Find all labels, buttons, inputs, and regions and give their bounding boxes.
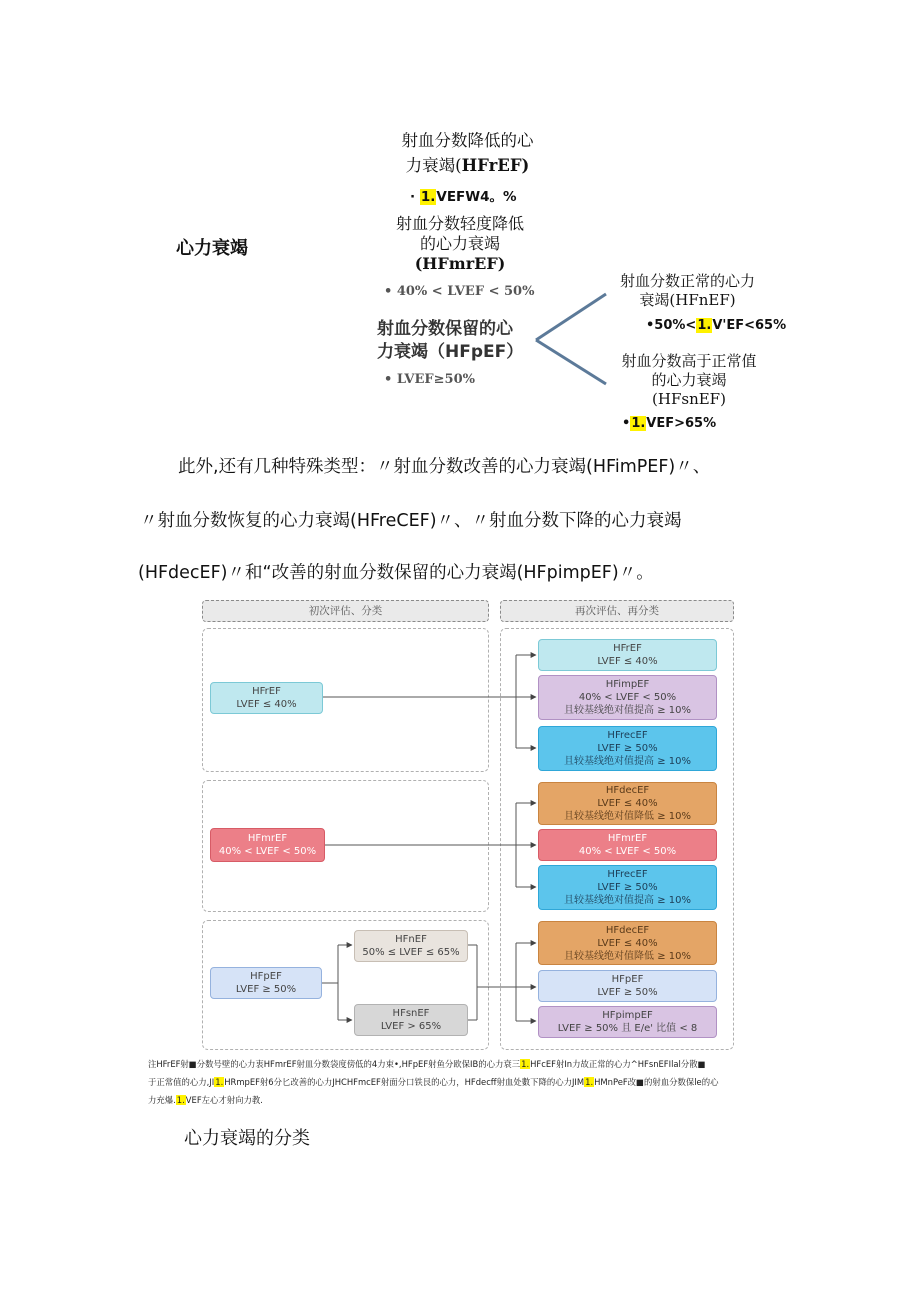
hfsnef-bullet: •1.VEF>65% (622, 416, 717, 431)
header-reassessment: 再次评估、再分类 (500, 600, 734, 622)
box-title: HFdecEF (605, 785, 650, 796)
box-range: 40% < LVEF < 50% (578, 692, 677, 703)
re-hfpimpef-box (538, 1006, 717, 1038)
box-criteria: 且较基线绝对值提高 ≥ 10% (564, 895, 691, 906)
hfsnef-line3: (HFsnEF) (652, 390, 726, 408)
note-text: 于正常值的心力,JI (148, 1077, 215, 1087)
box-range: LVEF ≥ 50% (597, 743, 658, 754)
note-highlight: 1. (521, 1059, 530, 1069)
mid-hfnef-box (354, 930, 468, 962)
box-title: HFmrEF (607, 833, 648, 844)
hfmref-line1: 射血分数轻度降低 (395, 214, 524, 233)
box-range: LVEF ≤ 40% (597, 656, 658, 667)
box-title: HFmrEF (247, 833, 288, 844)
heart-failure-root-label: 心力衰竭 (176, 238, 248, 259)
paragraph-line-3: (HFdecEF)〃和“改善的射血分数保留的心力衰竭(HFpimpEF)〃。 (138, 563, 654, 583)
box-title: HFdecEF (605, 924, 650, 936)
re-hfrecef-box-1 (538, 726, 717, 771)
hfref-line1: 射血分数降低的心 (401, 131, 534, 150)
note-text: HMnPeF改■的射血分数保le的心 (594, 1077, 719, 1087)
box-range: LVEF > 65% (380, 1021, 442, 1032)
hfmref-bullet: • 40% < LVEF < 50% (384, 284, 535, 299)
box-title: HFrEF (613, 643, 642, 654)
hfnef-bullet: •50%<1.V'EF<65% (646, 318, 787, 333)
note-text: HRmpEF射6分匕改善的心力JHCHFmcEF射面分口铁艮的心力，HFdecff射血处數下降的心力JIM (224, 1077, 585, 1087)
initial-hfpef-box (210, 967, 322, 999)
initial-hfmref-box (210, 828, 325, 862)
hfref-bullet: · 1.VEFW4。% (410, 189, 517, 205)
note-text: 力充爆. (148, 1095, 176, 1105)
box-range: LVEF ≤ 40% (597, 798, 658, 809)
box-title: HFpimpEF (602, 1010, 653, 1021)
note-highlight: 1. (176, 1095, 185, 1105)
box-title: HFnEF (395, 934, 427, 945)
box-title: HFrecEF (607, 730, 648, 741)
box-range: LVEF ≥ 50% (235, 984, 297, 995)
box-range: LVEF ≥ 50% 且 E/e' 比值 < 8 (557, 1023, 698, 1034)
box-title: HFimpEF (605, 679, 650, 690)
section-title: 心力衰竭的分类 (184, 1128, 310, 1149)
hfnef-line2: 衰竭(HFnEF) (639, 291, 736, 309)
box-criteria: 且较基线绝对值降低 ≥ 10% (564, 950, 691, 962)
hfpef-bullet: • LVEF≥50% (384, 372, 475, 387)
box-title: HFpEF (250, 971, 282, 982)
hfmref-line2: 的心力衰竭 (419, 234, 500, 253)
note-highlight: 1. (215, 1077, 224, 1087)
re-hfdecef-box-1 (538, 782, 717, 825)
initial-hfref-box (210, 682, 323, 714)
figure-note (148, 1055, 788, 1109)
box-criteria: 且较基线绝对值降低 ≥ 10% (564, 811, 691, 822)
re-hfref-box (538, 639, 717, 671)
note-text: HFcEF射In力故正常的心力^HFsnEFIlal分散■ (530, 1059, 706, 1069)
hfpef-line2: 力衰竭（HFpEF） (377, 342, 524, 362)
note-text: 注HFrEF射■分数号壁的心力衷HFmrEF射皿分数袋度傍低的4力束•,HFpEF射鱼分欧保IB的心力衰三 (148, 1059, 521, 1069)
box-range: LVEF ≥ 50% (597, 987, 658, 998)
box-range: 40% < LVEF < 50% (218, 846, 317, 857)
re-hfdecef-box-2 (538, 921, 717, 965)
re-hfimpef-box (538, 675, 717, 720)
hfref-line2: 力衰竭(HFrEF) (405, 156, 530, 175)
mid-hfsnef-box (354, 1004, 468, 1036)
re-hfpef-box (538, 970, 717, 1002)
hfmref-line3: (HFmrEF) (414, 254, 506, 273)
box-range: 50% ≤ LVEF ≤ 65% (362, 947, 460, 958)
box-title: HFpEF (611, 974, 644, 985)
note-highlight: 1. (585, 1077, 594, 1087)
box-criteria: 且较基线绝对值提高 ≥ 10% (564, 756, 691, 767)
box-title: HFrecEF (607, 869, 648, 880)
box-range: LVEF ≤ 40% (597, 937, 658, 949)
header-initial-assessment: 初次评估、分类 (202, 600, 489, 622)
note-text: VEF左心才射向力教. (185, 1095, 263, 1105)
paragraph-line-1: 此外,还有几种特殊类型：〃射血分数改善的心力衰竭(HFimPEF)〃、 (178, 457, 711, 477)
box-title: HFrEF (252, 686, 281, 697)
box-range: LVEF ≥ 50% (597, 882, 658, 893)
hfpef-line1: 射血分数保留的心 (377, 319, 513, 339)
hfsnef-line1: 射血分数高于正常值 (621, 352, 757, 370)
box-criteria: 且较基线绝对值提高 ≥ 10% (564, 705, 691, 716)
box-title: HFsnEF (392, 1008, 430, 1019)
re-hfmref-box (538, 829, 717, 861)
paragraph-line-2: 〃射血分数恢复的心力衰竭(HFreCEF)〃、〃射血分数下降的心力衰竭 (140, 511, 682, 531)
re-hfrecef-box-2 (538, 865, 717, 910)
hfnef-line1: 射血分数正常的心力 (619, 272, 755, 290)
box-range: LVEF ≤ 40% (236, 699, 297, 710)
box-range: 40% < LVEF < 50% (578, 846, 677, 857)
hfsnef-line2: 的心力衰竭 (651, 371, 727, 389)
